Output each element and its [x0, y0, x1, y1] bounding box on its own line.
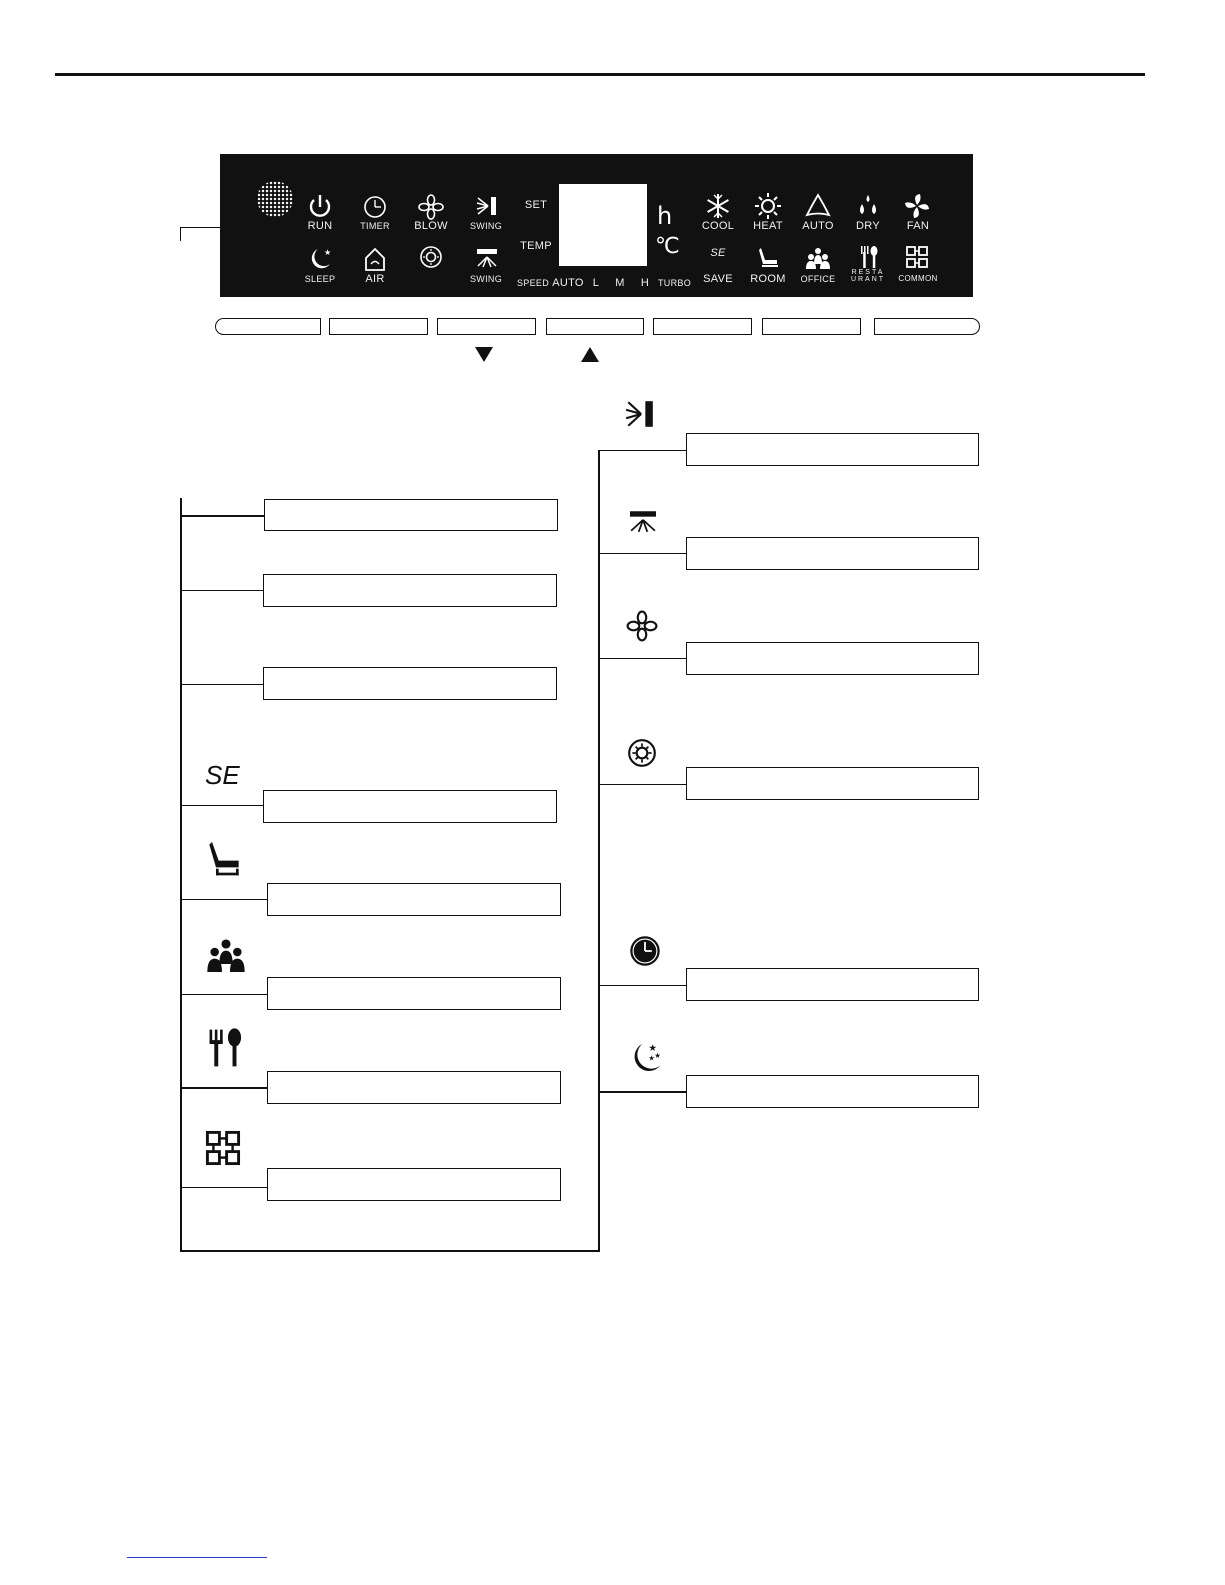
- celsius-glyph: ℃: [655, 234, 680, 259]
- panel-button-up[interactable]: [546, 318, 644, 335]
- bottom-link-underline[interactable]: [127, 1557, 267, 1558]
- up-arrow-icon: [581, 347, 599, 362]
- left-callout-box-4: [263, 790, 557, 823]
- swing-horizontal-icon: [626, 508, 660, 534]
- left-leader-8: [180, 1187, 268, 1188]
- right-leader-2: [598, 553, 686, 554]
- droplets-icon: [853, 191, 883, 221]
- speed-label: SPEED: [517, 278, 550, 288]
- panel-button-7[interactable]: [874, 318, 980, 335]
- armchair-icon: [204, 838, 244, 878]
- right-callout-box-5: [686, 968, 979, 1001]
- left-leader-1: [180, 515, 265, 517]
- common-label: COMMON: [898, 274, 938, 283]
- swing-bottom-label: SWING: [470, 274, 502, 284]
- mid-speed-label: M: [615, 277, 625, 289]
- right-leader-3: [598, 658, 686, 659]
- sun-icon: [753, 191, 783, 221]
- common-icon: [204, 1130, 242, 1166]
- panel-button-5[interactable]: [653, 318, 752, 335]
- right-leader-1: [598, 450, 686, 451]
- armchair-icon: [753, 244, 783, 274]
- common-icon: [902, 242, 932, 272]
- people-icon: [206, 937, 246, 975]
- right-bracket-vertical: [598, 450, 600, 1252]
- left-callout-box-5: [267, 883, 561, 916]
- sensor-icon: [257, 181, 293, 217]
- office-label: OFFICE: [800, 274, 836, 284]
- blow-icon: [626, 610, 658, 642]
- run-label: RUN: [307, 220, 333, 232]
- right-leader-5: [598, 985, 686, 986]
- svg-text:★: ★: [648, 1053, 655, 1063]
- left-callout-box-8: [267, 1168, 561, 1201]
- blow-label: BLOW: [414, 220, 448, 232]
- bottom-bracket-horizontal: [180, 1250, 600, 1252]
- cool-label: COOL: [701, 220, 735, 232]
- clock-icon: [360, 192, 390, 222]
- left-leader-2: [180, 590, 264, 591]
- fan-icon: [902, 191, 932, 221]
- svg-text:★: ★: [324, 248, 332, 257]
- house-icon: [360, 244, 390, 274]
- se-glyph: SE: [710, 247, 726, 259]
- swing-vertical-icon: [624, 398, 656, 430]
- left-callout-box-1: [264, 499, 558, 531]
- set-label: SET: [524, 199, 548, 211]
- heat-label: HEAT: [753, 220, 783, 232]
- left-leader-7: [180, 1087, 268, 1089]
- moon-stars-icon: [628, 1040, 664, 1074]
- left-leader-3: [180, 684, 264, 685]
- right-callout-box-3: [686, 642, 979, 675]
- right-callout-box-1: [686, 433, 979, 466]
- restaurant-label: RESTA URANT: [850, 269, 886, 283]
- panel-leader-drop: [180, 227, 181, 241]
- low-speed-label: L: [592, 277, 600, 289]
- air-clean-icon: [626, 737, 658, 769]
- turbo-label: TURBO: [658, 278, 691, 288]
- panel-button-6[interactable]: [762, 318, 861, 335]
- air-label: AIR: [365, 273, 385, 285]
- snowflake-icon: [703, 191, 733, 221]
- panel-leader-line: [180, 227, 220, 228]
- high-speed-label: H: [640, 277, 650, 289]
- down-arrow-icon: [475, 347, 493, 362]
- svg-text:★: ★: [648, 1043, 658, 1054]
- power-icon: [305, 192, 335, 222]
- people-icon: [803, 244, 833, 274]
- temp-label: TEMP: [520, 240, 552, 252]
- restaurant-icon: [853, 242, 883, 272]
- swing-vertical-icon: [472, 192, 502, 222]
- lcd-screen: [559, 184, 647, 266]
- panel-button-1[interactable]: [215, 318, 321, 335]
- left-callout-box-7: [267, 1071, 561, 1104]
- left-leader-4: [180, 805, 264, 806]
- hour-glyph: h: [657, 202, 673, 230]
- sleep-label: SLEEP: [304, 274, 336, 284]
- blow-icon: [416, 192, 446, 222]
- fan-label: FAN: [906, 220, 930, 232]
- save-label: SAVE: [703, 273, 733, 285]
- left-callout-box-3: [263, 667, 557, 700]
- restaurant-icon: [204, 1027, 244, 1069]
- panel-button-down[interactable]: [437, 318, 536, 335]
- svg-text:★: ★: [654, 1051, 661, 1061]
- left-leader-6: [180, 994, 268, 995]
- moon-stars-icon: [305, 244, 335, 274]
- auto-mode-label: AUTO: [802, 220, 834, 232]
- right-callout-box-6: [686, 1075, 979, 1108]
- right-leader-6: [598, 1091, 686, 1093]
- swing-horizontal-icon: [472, 244, 502, 274]
- right-leader-4: [598, 784, 686, 785]
- right-callout-box-2: [686, 537, 979, 570]
- left-callout-box-6: [267, 977, 561, 1010]
- auto-speed-label: AUTO: [552, 277, 584, 289]
- control-display-panel: [220, 154, 973, 297]
- top-rule: [55, 73, 1145, 76]
- swing-top-label: SWING: [470, 221, 502, 231]
- left-callout-box-2: [263, 574, 557, 607]
- left-leader-5: [180, 899, 268, 900]
- panel-button-2[interactable]: [329, 318, 428, 335]
- auto-triangle-icon: [803, 191, 833, 221]
- dry-label: DRY: [856, 220, 880, 232]
- room-label: ROOM: [750, 273, 786, 285]
- clock-icon: [628, 934, 662, 968]
- left-bracket-vertical: [180, 498, 182, 1252]
- air-clean-icon: [416, 242, 446, 272]
- right-callout-box-4: [686, 767, 979, 800]
- timer-label: TIMER: [360, 221, 390, 231]
- se-legend-glyph: SE: [205, 760, 240, 790]
